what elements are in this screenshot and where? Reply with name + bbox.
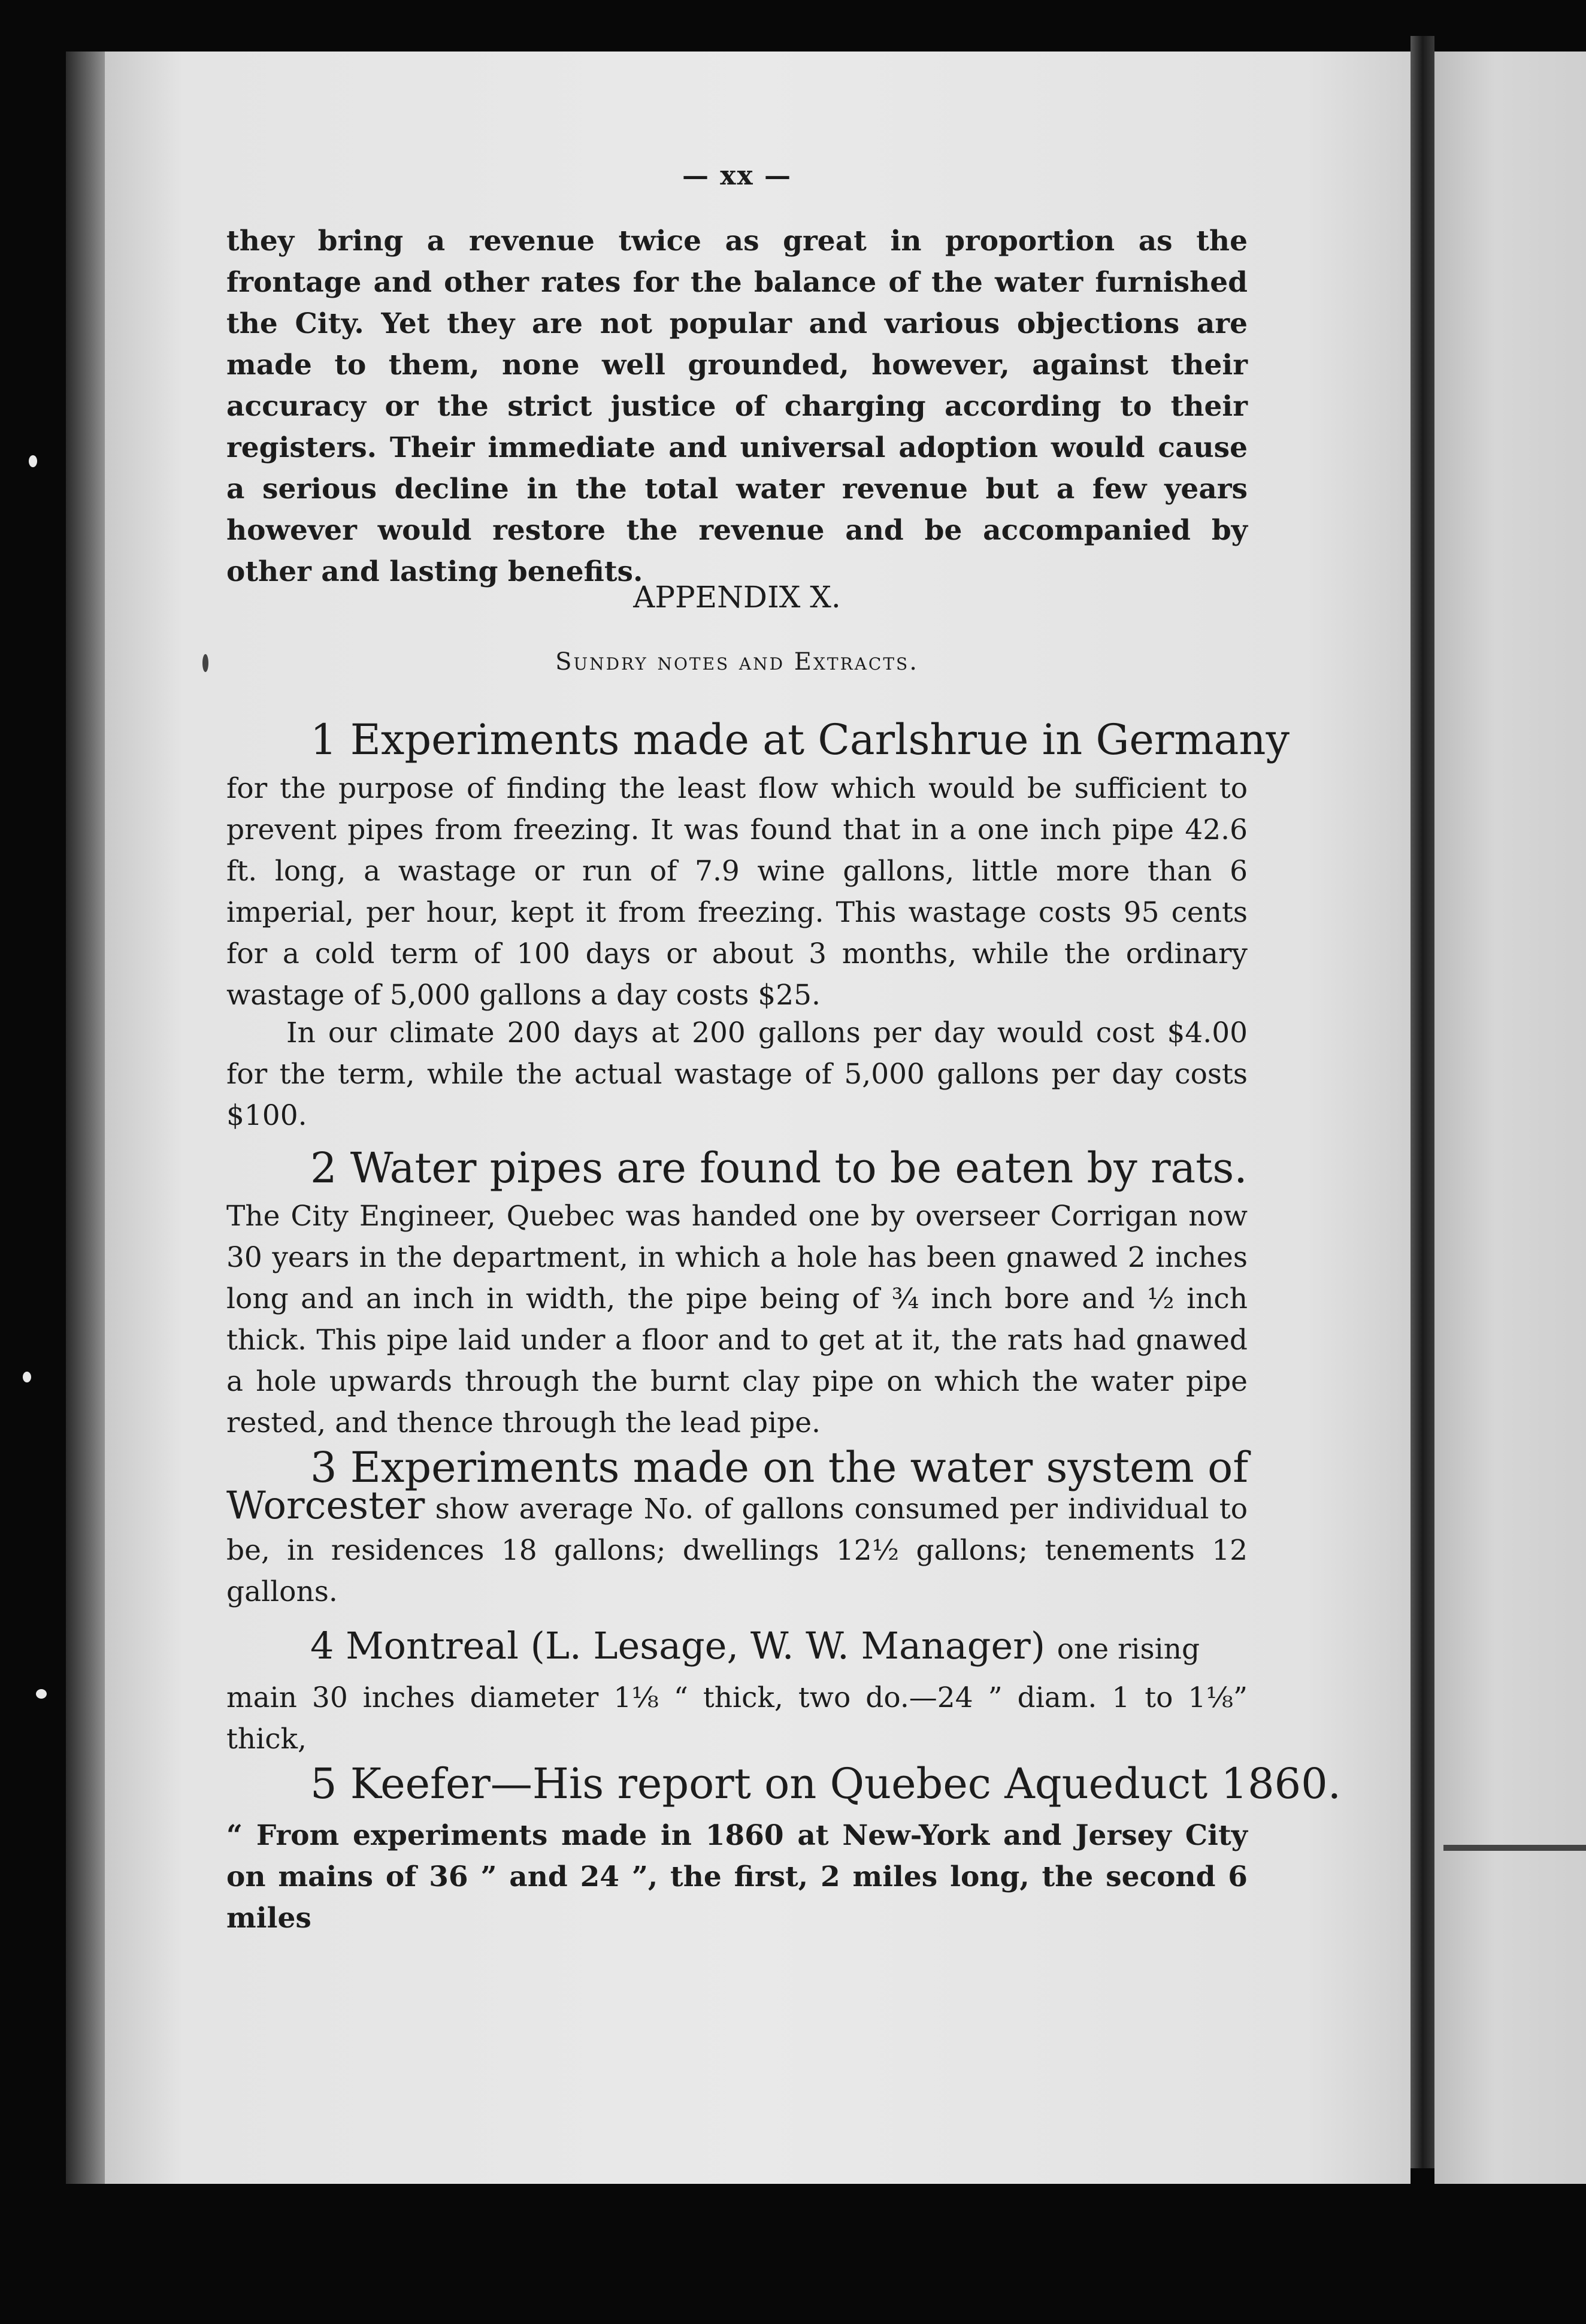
item-5-body: “ From experiments made in 1860 at New-York and Jersey City on mains of 36 ” and 24 ”, the first, 2 miles long, the second 6 miles [226,1819,1248,1935]
item-1-body: for the purpose of finding the least flow which would be sufficient to prevent pipes from freezing. It was found that in a one inch pipe 42.6 ft. long, a wastage or run of 7.9 wine gallons, little more than 6 imperial, per hour, kept it from freezing. This wastage costs 95 cents for a cold term of 100 days or about 3 months, while the ordinary wastage of 5,000 gallons a day costs $25. [226,772,1248,1012]
item-2-body: The City Engineer, Quebec was handed one by overseer Corrigan now 30 years in the department, in which a hole has been gnawed 2 inches long and an inch in width, the pipe being of ¾ inch bore and ½ inch thick. This pipe laid under a floor and to get at it, the rats had gnawed a hole upwards through the burnt clay pipe on which the water pipe rested, and thence through the lead pipe. [226,1200,1248,1439]
item-4-body: main 30 inches diameter 1⅛ “ thick, two do.—24 ” diam. 1 to 1⅛” thick, [226,1681,1248,1756]
item-4-heading-tail: one rising [1057,1633,1200,1666]
item-5-heading-text: 5 Keefer—His report on Quebec Aqueduct 1860. [310,1759,1341,1808]
item-3-body [226,1485,1248,1612]
item-1-heading [226,715,1290,764]
item-3-body-text: show average No. of gallons consumed per individual to be, in residences 18 gallons; dwellings 12½ gallons; tenements 12 gallons. [226,1493,1248,1608]
item-3-heading-text: 3 Experiments made on the water system of [310,1443,1249,1492]
item-1-heading-text: 1 Experiments made at Carlshrue in Germany [310,715,1290,764]
continued-paragraph: they bring a revenue twice as great in proportion as the frontage and other rates for the balance of the water furnished the City. Yet they are not popular and various objections are made to them, none well grounded, however, against their accuracy or the strict justice of charging according to their registers. Their immediate and universal adoption would cause a serious decline in the total water revenue but a few years however would restore the revenue and be accompanied by other and lasting benefits. [226,225,1248,588]
facing-page-edge [1434,52,1586,2184]
item-5-heading [226,1759,1341,1808]
item-3-lead-word: Worcester [226,1484,425,1528]
page-number: — xx — [682,161,792,191]
margin-speck [23,1372,31,1382]
item-2-heading-text: 2 Water pipes are found to be eaten by rats. [310,1143,1248,1193]
item-1-body-2: In our climate 200 days at 200 gallons per day would cost $4.00 for the term, while the actual wastage of 5,000 gallons per day costs $100. [226,1016,1248,1132]
appendix-title: APPENDIX X. [633,580,841,615]
page-gutter [1411,36,1434,2168]
margin-speck [29,455,37,467]
page-spine [66,52,108,2184]
margin-speck [202,654,208,672]
item-2-heading [226,1144,1248,1192]
section-title: Sundry notes and Extracts. [555,648,919,676]
margin-speck [36,1689,47,1699]
item-4-heading-text: 4 Montreal (L. Lesage, W. W. Manager) [310,1624,1046,1668]
item-4-heading [226,1622,1248,1674]
facing-page-rule [1443,1845,1586,1851]
